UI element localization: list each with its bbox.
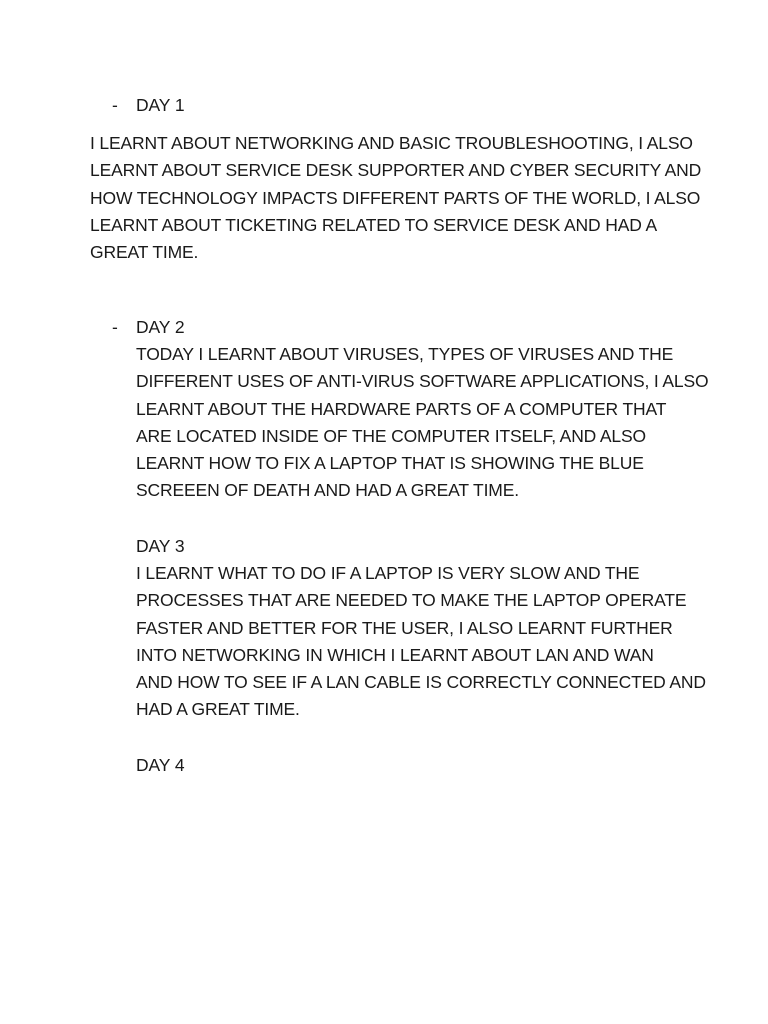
- day-2-dash: -: [112, 317, 118, 337]
- day-2-heading: DAY 2: [136, 317, 185, 337]
- day-1-line: GREAT TIME.: [90, 242, 199, 263]
- day-3-line: I LEARNT WHAT TO DO IF A LAPTOP IS VERY SLOW AND THE: [136, 563, 640, 583]
- day-1-line: LEARNT ABOUT TICKETING RELATED TO SERVICE DESK AND HAD A: [90, 214, 657, 235]
- day-2-line: LEARNT HOW TO FIX A LAPTOP THAT IS SHOWING THE BLUE: [136, 453, 644, 474]
- day-2-line: ARE LOCATED INSIDE OF THE COMPUTER ITSELF, AND ALSO: [136, 425, 647, 446]
- day-1-line: LEARNT ABOUT SERVICE DESK SUPPORTER AND CYBER SECURITY AND: [90, 160, 702, 181]
- day-4-heading: DAY 4: [136, 755, 185, 775]
- day-3-paragraph: [136, 560, 706, 724]
- day-3-line: FASTER AND BETTER FOR THE USER, I ALSO LEARNT FURTHER: [136, 617, 673, 638]
- day-2-paragraph: [136, 341, 708, 505]
- day-2-line: SCREEEN OF DEATH AND HAD A GREAT TIME.: [136, 480, 519, 501]
- day-1-line: I LEARNT ABOUT NETWORKING AND BASIC TROUBLESHOOTING, I ALSO: [90, 133, 693, 153]
- day-1-dash: -: [112, 95, 118, 115]
- day-1-paragraph: [90, 130, 701, 266]
- day-2-line: TODAY I LEARNT ABOUT VIRUSES, TYPES OF VIRUSES AND THE: [136, 344, 674, 364]
- day-3-line: PROCESSES THAT ARE NEEDED TO MAKE THE LAPTOP OPERATE: [136, 590, 687, 611]
- day-1-heading: DAY 1: [136, 95, 185, 115]
- day-3-line: AND HOW TO SEE IF A LAN CABLE IS CORRECTLY CONNECTED AND: [136, 672, 706, 693]
- day-3-line: HAD A GREAT TIME.: [136, 699, 300, 720]
- day-3-heading: DAY 3: [136, 536, 185, 556]
- day-3-line: INTO NETWORKING IN WHICH I LEARNT ABOUT LAN AND WAN: [136, 644, 654, 665]
- day-1-line: HOW TECHNOLOGY IMPACTS DIFFERENT PARTS OF THE WORLD, I ALSO: [90, 187, 701, 208]
- day-2-line: DIFFERENT USES OF ANTI-VIRUS SOFTWARE APPLICATIONS, I ALSO: [136, 371, 709, 392]
- day-2-line: LEARNT ABOUT THE HARDWARE PARTS OF A COMPUTER THAT: [136, 398, 667, 419]
